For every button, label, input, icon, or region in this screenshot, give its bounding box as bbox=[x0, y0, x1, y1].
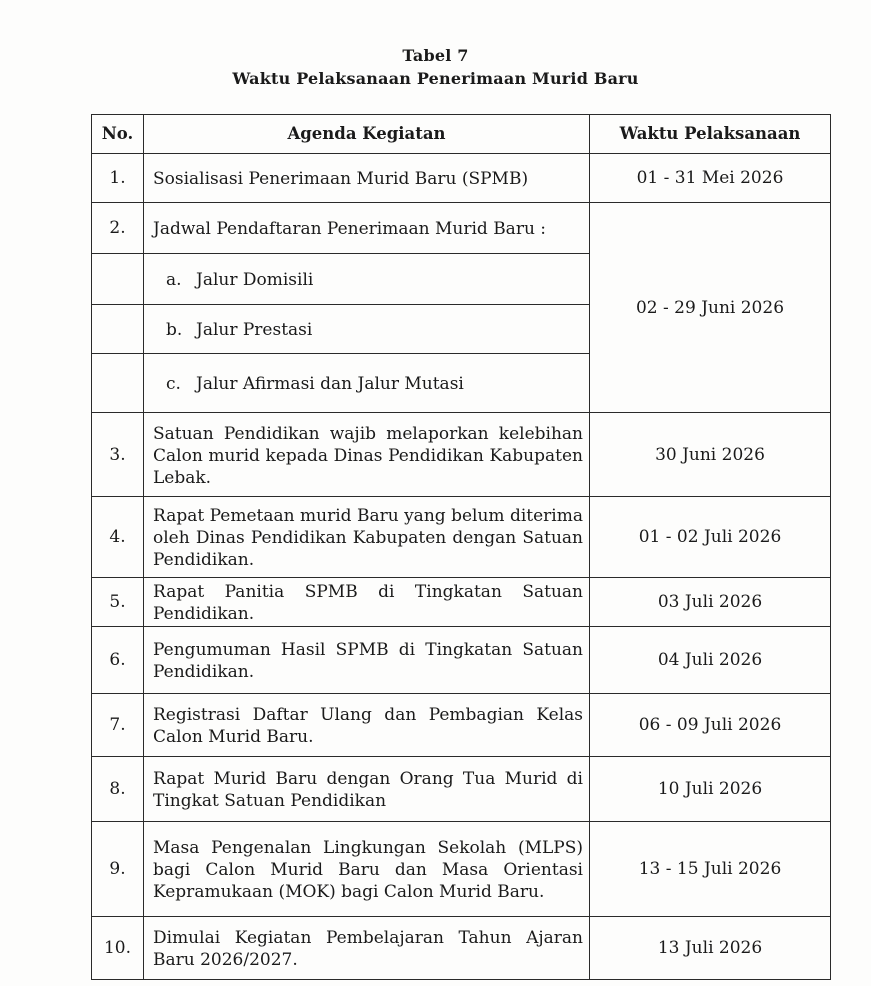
row-agenda: Pengumuman Hasil SPMB di Tingkatan Satuan Pendidikan. bbox=[144, 627, 590, 694]
row-waktu: 10 Juli 2026 bbox=[590, 757, 831, 822]
sub-item bbox=[144, 254, 590, 305]
row-waktu: 01 - 31 Mei 2026 bbox=[590, 154, 831, 203]
row-agenda: Sosialisasi Penerimaan Murid Baru (SPMB) bbox=[144, 154, 590, 203]
row-number: 5. bbox=[92, 578, 144, 627]
row-waktu: 04 Juli 2026 bbox=[590, 627, 831, 694]
row-agenda: Rapat Panitia SPMB di Tingkatan Satuan Pendidikan. bbox=[144, 578, 590, 627]
row-number: 10. bbox=[92, 917, 144, 980]
sub-item bbox=[144, 305, 590, 354]
table-row bbox=[92, 917, 831, 980]
row-agenda: Registrasi Daftar Ulang dan Pembagian Kelas Calon Murid Baru. bbox=[144, 694, 590, 757]
row-number: 7. bbox=[92, 694, 144, 757]
row-agenda: Jadwal Pendaftaran Penerimaan Murid Baru : bbox=[144, 203, 590, 254]
table-row bbox=[92, 413, 831, 497]
table-row bbox=[92, 757, 831, 822]
row-agenda: Dimulai Kegiatan Pembelajaran Tahun Ajaran Baru 2026/2027. bbox=[144, 917, 590, 980]
row-waktu: 06 - 09 Juli 2026 bbox=[590, 694, 831, 757]
row-agenda: Rapat Pemetaan murid Baru yang belum diterima oleh Dinas Pendidikan Kabupaten dengan Satuan Pendidikan. bbox=[144, 497, 590, 578]
row-waktu: 13 Juli 2026 bbox=[590, 917, 831, 980]
sub-item bbox=[144, 354, 590, 413]
table-row bbox=[92, 497, 831, 578]
row-agenda: Satuan Pendidikan wajib melaporkan kelebihan Calon murid kepada Dinas Pendidikan Kabupaten Lebak. bbox=[144, 413, 590, 497]
row-waktu: 03 Juli 2026 bbox=[590, 578, 831, 627]
row-waktu: 01 - 02 Juli 2026 bbox=[590, 497, 831, 578]
row-number: 6. bbox=[92, 627, 144, 694]
table-label: Tabel 7 bbox=[402, 46, 469, 65]
sub-item-letter: a. bbox=[166, 270, 182, 290]
row-number: 9. bbox=[92, 822, 144, 917]
table-row bbox=[92, 154, 831, 203]
row-number: 1. bbox=[92, 154, 144, 203]
row-number-empty bbox=[92, 305, 144, 354]
table-row bbox=[92, 627, 831, 694]
row-waktu: 02 - 29 Juni 2026 bbox=[590, 203, 831, 413]
row-agenda: Rapat Murid Baru dengan Orang Tua Murid di Tingkat Satuan Pendidikan bbox=[144, 757, 590, 822]
table-row bbox=[92, 203, 831, 254]
header-no: No. bbox=[92, 115, 144, 154]
table-row bbox=[92, 694, 831, 757]
row-waktu: 30 Juni 2026 bbox=[590, 413, 831, 497]
header-waktu: Waktu Pelaksanaan bbox=[590, 115, 831, 154]
row-waktu: 13 - 15 Juli 2026 bbox=[590, 822, 831, 917]
row-number: 4. bbox=[92, 497, 144, 578]
row-number: 2. bbox=[92, 203, 144, 254]
sub-item-text: Jalur Afirmasi dan Jalur Mutasi bbox=[196, 374, 464, 394]
sub-item-text: Jalur Domisili bbox=[196, 270, 314, 290]
row-number-empty bbox=[92, 354, 144, 413]
sub-item-letter: c. bbox=[166, 374, 181, 394]
sub-item-text: Jalur Prestasi bbox=[196, 320, 313, 340]
table-row bbox=[92, 578, 831, 627]
row-agenda: Masa Pengenalan Lingkungan Sekolah (MLPS) bagi Calon Murid Baru dan Masa Orientasi Kepramukaan (MOK) bagi Calon Murid Baru. bbox=[144, 822, 590, 917]
table-row bbox=[92, 822, 831, 917]
row-number-empty bbox=[92, 254, 144, 305]
row-number: 3. bbox=[92, 413, 144, 497]
schedule-table bbox=[91, 114, 831, 980]
row-number: 8. bbox=[92, 757, 144, 822]
sub-item-letter: b. bbox=[166, 320, 183, 340]
header-agenda: Agenda Kegiatan bbox=[144, 115, 590, 154]
table-title: Waktu Pelaksanaan Penerimaan Murid Baru bbox=[232, 69, 639, 88]
table-header-row bbox=[92, 115, 831, 154]
